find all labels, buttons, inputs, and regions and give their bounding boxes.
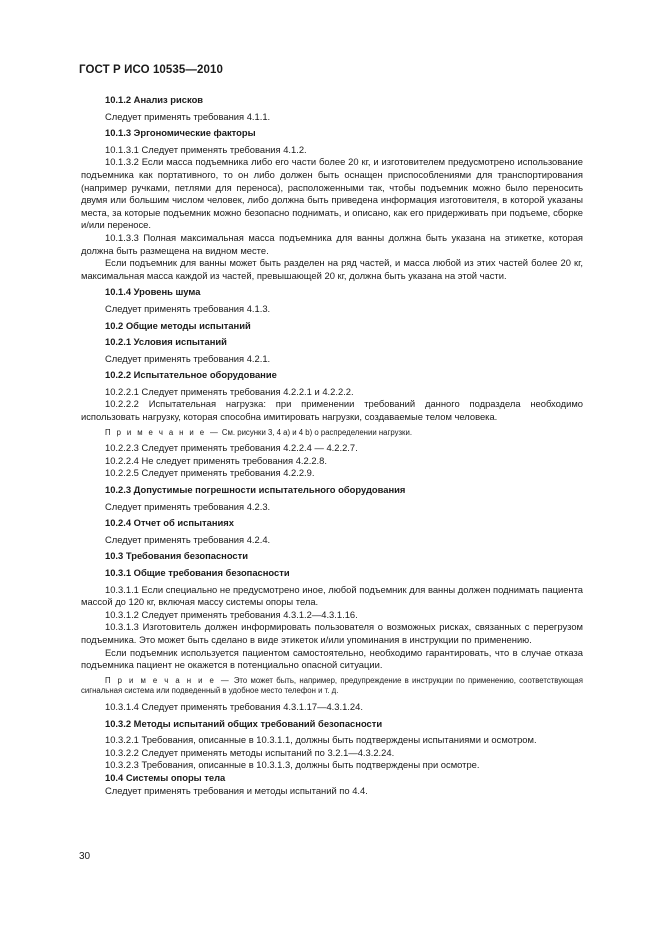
paragraph: 10.1.3.2 Если масса подъемника либо его части более 20 кг, и изготовителем предусмотрено использование подъемника как портативного, то он либо должен быть оснащен приспособлениями для транспортирования (например ручками, петлями для переноса), расположенными так, чтобы подъемник можно было переносить двумя или большим числом человек, либо должна быть приведена информация изготовителя, в которой указаны места, за которые подъемник можно безопасно поднимать, и описано, как его придерживать при подъеме, сборке и/или переносе. (81, 156, 583, 231)
section-heading: 10.3.2 Методы испытаний общих требований безопасности (105, 717, 383, 729)
paragraph: Следует применять требования 4.1.1. (105, 110, 271, 122)
paragraph: 10.2.2.4 Не следует применять требования 4.2.2.8. (105, 454, 327, 466)
paragraph: Следует применять требования и методы испытаний по 4.4. (105, 784, 368, 796)
section-heading: 10.2.4 Отчет об испытаниях (105, 517, 234, 529)
paragraph: 10.3.1.2 Следует применять требования 4.3.1.2—4.3.1.16. (105, 608, 358, 620)
paragraph: 10.1.3.1 Следует применять требования 4.1.2. (105, 143, 307, 155)
paragraph: 10.3.2.3 Требования, описанные в 10.3.1.3, должны быть подтверждены при осмотре. (105, 759, 480, 771)
paragraph: Если подъемник для ванны может быть разделен на ряд частей, и масса любой из этих частей более 20 кг, максимальная масса каждой из частей, превышающей 20 кг, должна быть указана на этой части. (81, 257, 583, 281)
paragraph: 10.3.2.1 Требования, описанные в 10.3.1.1, должны быть подтверждены испытаниями и осмотром. (105, 734, 537, 746)
note-label: П р и м е ч а н и е — (105, 675, 231, 685)
note-label: П р и м е ч а н и е — (105, 427, 220, 437)
section-heading: 10.1.3 Эргономические факторы (105, 127, 256, 139)
section-heading: 10.2.2 Испытательное оборудование (105, 369, 277, 381)
document-body (81, 94, 583, 797)
section-heading: 10.4 Системы опоры тела (105, 771, 226, 783)
paragraph: 10.2.2.5 Следует применять требования 4.2.2.9. (105, 467, 315, 479)
paragraph: Следует применять требования 4.1.3. (105, 302, 271, 314)
paragraph: Если подъемник используется пациентом самостоятельно, необходимо гарантировать, что в случае отказа подъемника пациент не окажется в потенциально опасной ситуации. (81, 646, 583, 671)
paragraph: Следует применять требования 4.2.1. (105, 352, 271, 364)
paragraph: 10.2.2.3 Следует применять требования 4.2.2.4 — 4.2.2.7. (105, 442, 358, 454)
paragraph: Следует применять требования 4.2.4. (105, 533, 271, 545)
note-text: Это может быть, например, предупреждение в инструкции по применению, соответствующая сигнальная система или подведенный в удобное место телефон и т. д. (81, 675, 583, 696)
section-heading: 10.2 Общие методы испытаний (105, 319, 251, 331)
section-heading: 10.3.1 Общие требования безопасности (105, 567, 290, 578)
section-heading: 10.1.2 Анализ рисков (105, 94, 204, 105)
standard-header: ГОСТ Р ИСО 10535—2010 (79, 64, 224, 76)
paragraph: 10.1.3.3 Полная максимальная масса подъемника для ванны должна быть указана на этикетке, которая должна быть размещена на видном месте. (81, 231, 583, 256)
section-heading: 10.2.1 Условия испытаний (105, 336, 227, 348)
note (81, 428, 583, 439)
paragraph: 10.3.1.1 Если специально не предусмотрено иное, любой подъемник для ванны должен поднимать пациента массой до 120 кг, включая массу системы опоры тела. (81, 583, 583, 608)
note-text: См. рисунки 3, 4 а) и 4 b) о распределении нагрузки. (219, 427, 412, 437)
paragraph: 10.3.1.4 Следует применять требования 4.3.1.17—4.3.1.24. (105, 700, 363, 712)
page-number: 30 (79, 851, 91, 862)
section-heading: 10.3 Требования безопасности (105, 550, 248, 562)
section-heading: 10.1.4 Уровень шума (105, 286, 201, 298)
section-heading: 10.2.3 Допустимые погрешности испытательного оборудования (105, 484, 406, 496)
paragraph: 10.2.2.1 Следует применять требования 4.2.2.1 и 4.2.2.2. (105, 385, 354, 397)
paragraph: 10.3.2.2 Следует применять методы испытаний по 3.2.1—4.3.2.24. (105, 746, 395, 758)
paragraph: 10.2.2.2 Испытательная нагрузка: при применении требований данного подраздела необходимо использовать нагрузку, которая способна имитировать нагрузки, создаваемые телом человека. (81, 398, 583, 423)
note (81, 676, 583, 697)
paragraph: Следует применять требования 4.2.3. (105, 500, 271, 512)
paragraph: 10.3.1.3 Изготовитель должен информировать пользователя о возможных рисках, связанных с перегрузом подъемника. Это может быть сделано в виде этикеток и/или упоминания в инструкции по применению. (81, 621, 583, 645)
